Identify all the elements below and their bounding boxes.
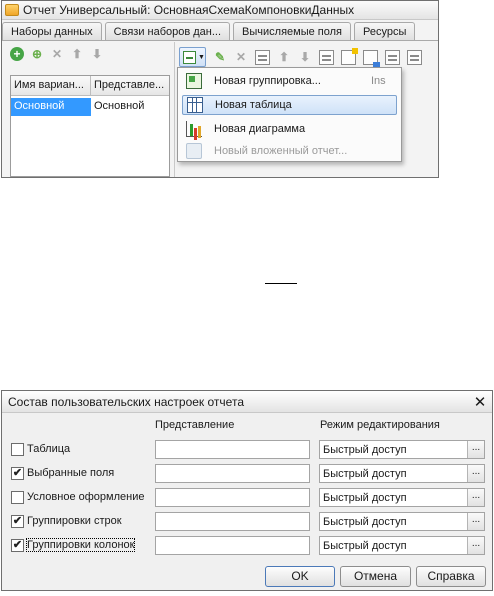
report-designer-window	[1, 0, 439, 178]
add-structure-menu	[177, 67, 402, 162]
add-structure-icon	[183, 51, 196, 64]
setting-label[interactable]: Группировки колонок	[27, 539, 135, 551]
add-variant-icon[interactable]: +	[10, 47, 24, 61]
setting-row-selected-fields	[9, 464, 487, 484]
tab-data-sets[interactable]: Наборы данных	[2, 22, 102, 41]
tab-calculated-fields[interactable]: Вычисляемые поля	[233, 22, 351, 41]
window-title-bar	[2, 1, 438, 20]
variant-name-cell[interactable]: Основной	[11, 98, 91, 116]
choose-button[interactable]: ...	[467, 513, 484, 530]
user-settings-dialog	[1, 390, 493, 591]
tab-data-set-links[interactable]: Связи наборов дан...	[105, 22, 230, 41]
cancel-button[interactable]: Отмена	[340, 566, 411, 587]
menu-item-new-grouping[interactable]	[182, 71, 397, 91]
menu-item-new-nested-report	[182, 141, 397, 161]
column-header-edit-mode: Режим редактирования	[320, 419, 440, 431]
edit-mode-select[interactable]	[319, 464, 485, 483]
window-title: Отчет Универсальный: ОсновнаяСхемаКомпоновкиДанных	[23, 3, 355, 17]
close-icon[interactable]: ✕	[473, 393, 487, 411]
chart-icon	[186, 121, 202, 137]
edit-mode-value: Быстрый доступ	[323, 492, 407, 504]
setting-row-column-groupings	[9, 536, 487, 556]
presentation-input[interactable]	[155, 440, 310, 459]
menu-item-label: Новая диаграмма	[214, 123, 306, 135]
presentation-input[interactable]	[155, 464, 310, 483]
column-header-name[interactable]: Имя вариан...	[11, 76, 91, 95]
variants-toolbar	[10, 47, 104, 61]
table-icon	[187, 97, 203, 113]
checkbox[interactable]: ✔	[12, 467, 23, 479]
choose-button[interactable]: ...	[467, 465, 484, 482]
dialog-title: Состав пользовательских настроек отчета	[8, 394, 244, 409]
move-down-icon[interactable]: ⬇	[91, 47, 103, 61]
edit-mode-select[interactable]	[319, 512, 485, 531]
presentation-input[interactable]	[155, 488, 310, 507]
designer-tabs	[2, 22, 418, 41]
presentation-input[interactable]	[155, 536, 310, 555]
nested-report-icon	[186, 143, 202, 159]
settings-icon[interactable]	[319, 50, 334, 65]
column-header-presentation[interactable]: Представле...	[94, 79, 165, 91]
more-tools-icon[interactable]	[407, 50, 422, 65]
menu-item-label: Новая группировка...	[214, 75, 321, 87]
presentation-input[interactable]	[155, 512, 310, 531]
menu-item-new-table[interactable]	[182, 95, 397, 115]
edit-mode-value: Быстрый доступ	[323, 540, 407, 552]
move-up-icon[interactable]: ⬆	[278, 50, 290, 64]
variant-presentation-cell[interactable]: Основной	[94, 100, 145, 112]
variants-grid-header	[11, 76, 169, 96]
column-header-presentation: Представление	[155, 419, 235, 431]
setting-row-conditional-formatting	[9, 488, 487, 508]
edit-mode-select[interactable]	[319, 440, 485, 459]
setting-label[interactable]: Группировки строк	[27, 515, 122, 527]
panel-splitter[interactable]	[174, 42, 175, 178]
variants-grid	[10, 75, 170, 177]
setting-label[interactable]: Условное оформление	[27, 491, 145, 503]
edit-mode-value: Быстрый доступ	[323, 468, 407, 480]
setting-row-row-groupings	[9, 512, 487, 532]
dropdown-caret-icon: ▼	[198, 53, 205, 61]
user-settings-icon[interactable]	[385, 50, 400, 65]
group-in-icon[interactable]	[341, 50, 356, 65]
choose-button[interactable]: ...	[467, 489, 484, 506]
checkbox[interactable]: ✔	[12, 539, 23, 551]
tab-resources[interactable]: Ресурсы	[354, 22, 415, 41]
move-down-icon[interactable]: ⬇	[299, 50, 311, 64]
menu-item-shortcut: Ins	[371, 75, 386, 87]
divider-line	[265, 283, 297, 284]
move-up-icon[interactable]: ⬆	[71, 47, 83, 61]
checkbox[interactable]: ✔	[12, 515, 23, 527]
delete-icon[interactable]: ✕	[235, 50, 247, 64]
help-button[interactable]: Справка	[416, 566, 486, 587]
choose-button[interactable]: ...	[467, 537, 484, 554]
setting-label[interactable]: Таблица	[27, 443, 71, 455]
delete-icon[interactable]: ✕	[51, 47, 63, 61]
ok-button[interactable]: OK	[265, 566, 335, 587]
add-dropdown-button[interactable]	[179, 47, 206, 67]
grouping-icon	[186, 73, 202, 89]
tab-divider	[2, 40, 438, 41]
edit-mode-value: Быстрый доступ	[323, 444, 407, 456]
dialog-title-bar	[2, 391, 492, 413]
edit-mode-select[interactable]	[319, 488, 485, 507]
setting-row-table	[9, 440, 487, 460]
table-row[interactable]	[11, 98, 169, 116]
menu-item-new-chart[interactable]	[182, 119, 397, 139]
checkbox[interactable]	[11, 491, 24, 504]
setting-label[interactable]: Выбранные поля	[27, 467, 115, 479]
group-out-icon[interactable]	[363, 50, 378, 65]
edit-pencil-icon[interactable]: ✎	[214, 50, 226, 64]
edit-mode-select[interactable]	[319, 536, 485, 555]
structure-toolbar	[179, 47, 422, 67]
copy-variant-icon[interactable]: ⊕	[31, 47, 43, 61]
checkbox[interactable]	[11, 443, 24, 456]
app-icon	[5, 4, 19, 16]
menu-item-label: Новая таблица	[215, 99, 292, 111]
edit-mode-value: Быстрый доступ	[323, 516, 407, 528]
menu-item-label: Новый вложенный отчет...	[214, 145, 348, 157]
properties-icon[interactable]	[255, 50, 270, 65]
choose-button[interactable]: ...	[467, 441, 484, 458]
